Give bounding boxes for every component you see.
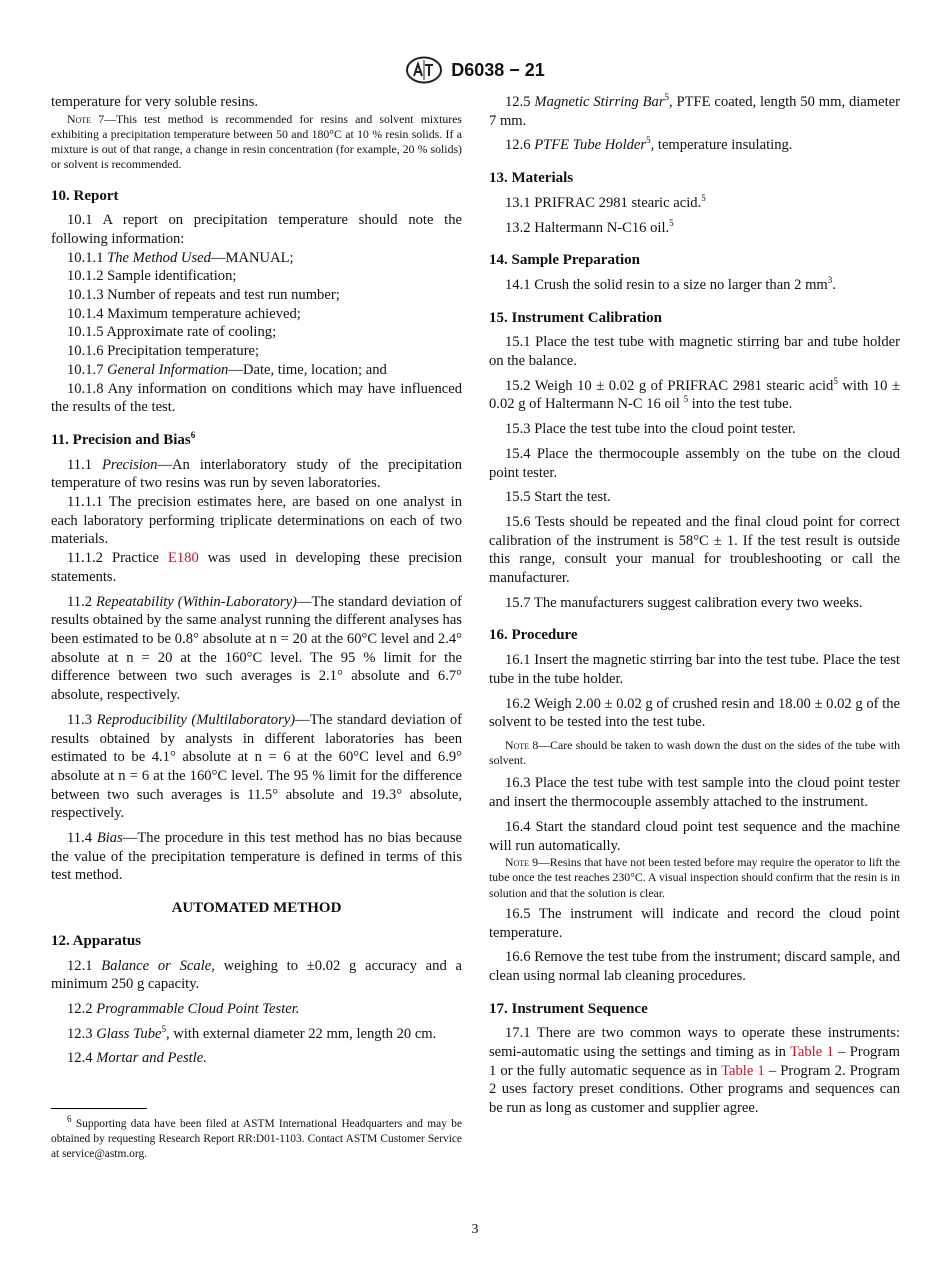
para-11-1-1: 11.1.1 The precision estimates here, are based on one analyst in each laboratory performing triplicate determinations on each of two materials. (51, 494, 462, 548)
para-11-3: 11.3 Reproducibility (Multilaboratory)—The standard deviation of results obtained by analysts in different laboratories has been estimated to be 4.1° absolute at n = 6 at the 60°C level and 6.9° absolute at n = 6 at the 160°C level. The 95 % limit for the difference between two such averages is 11.5° absolute and 19.3° absolute, respectively. (51, 711, 462, 822)
para-15-6: 15.6 Tests should be repeated and the final cloud point for correct calibration of the instrument is 58°C ± 1. If the test result is outside this range, consult your manual for troubleshooting or call the manufacturer. (489, 513, 900, 587)
para-10-1-4: 10.1.4 Maximum temperature achieved; (67, 305, 301, 322)
link-table-1[interactable]: Table 1 (789, 1044, 834, 1061)
document-designation: D6038 − 21 (451, 59, 545, 80)
para-15-3: 15.3 Place the test tube into the cloud point tester. (505, 421, 796, 438)
para-10-1-3: 10.1.3 Number of repeats and test run number; (67, 287, 340, 304)
section-14-title: 14. Sample Preparation (489, 252, 640, 269)
para-11-1: 11.1 Precision—An interlaboratory study of the precipitation temperature of two resins was run by seven laboratories. (51, 456, 462, 492)
para-11-4: 11.4 Bias—The procedure in this test method has no bias because the value of the precipitation temperature is defined in terms of this test method. (51, 830, 462, 884)
para-15-2: 15.2 Weigh 10 ± 0.02 g of PRIFRAC 2981 stearic acid$^5$ with 10 ± 0.02 g of Haltermann N-C 16 oil $^5$ into the test tube. (489, 375, 900, 413)
para-12-6: 12.6 PTFE Tube Holder$^5$, temperature insulating. (505, 135, 793, 154)
section-12-title: 12. Apparatus (51, 932, 142, 949)
para-11-2: 11.2 Repeatability (Within-Laboratory)—The standard deviation of results obtained by the same analyst running the different analyses has been estimated to be 0.8° absolute at n = 20 at the 60°C level and 2.4° absolute at n = 20 at the 160°C level. The 95 % limit for the difference between two such averages is 2.1° absolute and 6.7° absolute, respectively. (51, 593, 462, 704)
para-12-2: 12.2 Programmable Cloud Point Tester. (67, 1000, 300, 1017)
page-header (0, 56, 950, 84)
para-10-1-5: 10.1.5 Approximate rate of cooling; (67, 324, 277, 341)
para-15-1: 15.1 Place the test tube with magnetic stirring bar and tube holder on the balance. (489, 334, 900, 370)
astm-logo-icon (405, 56, 443, 84)
para-10-1: 10.1 A report on precipitation temperature should note the following information: (51, 212, 462, 247)
para-16-6: 16.6 Remove the test tube from the instrument; discard sample, and clean using normal lab cleaning procedures. (489, 949, 900, 984)
para-13-1: 13.1 PRIFRAC 2981 stearic acid.$^5$ (505, 192, 706, 211)
section-16-title: 16. Procedure (489, 627, 578, 644)
note-9: Note 9—Resins that have not been tested before may require the operator to lift the tube once the test reaches 230°C. A visual inspection should confirm that the resin is in solution and that the solution is clear. (489, 855, 901, 900)
para-16-2: 16.2 Weigh 2.00 ± 0.02 g of crushed resin and 18.00 ± 0.02 g of the solvent to be tested into the test tube. (489, 695, 900, 731)
para-15-5: 15.5 Start the test. (505, 489, 611, 506)
para-13-2: 13.2 Haltermann N-C16 oil.$^5$ (505, 217, 674, 236)
link-e180[interactable]: E180 (167, 550, 199, 567)
intro-text: temperature for very soluble resins. (51, 94, 259, 110)
para-12-5: 12.5 Magnetic Stirring Bar$^5$, PTFE coated, length 50 mm, diameter 7 mm. (489, 92, 900, 129)
left-column (51, 93, 462, 1163)
para-16-5: 16.5 The instrument will indicate and record the cloud point temperature. (489, 905, 900, 941)
section-10-title: 10. Report (51, 187, 119, 204)
para-10-1-6: 10.1.6 Precipitation temperature; (67, 343, 260, 360)
para-12-3: 12.3 Glass Tube$^5$, with external diameter 22 mm, length 20 cm. (67, 1023, 437, 1042)
para-14-1: 14.1 Crush the solid resin to a size no larger than 2 $mm^3$. (505, 275, 836, 293)
note-label: Note 8 (505, 737, 539, 752)
para-15-4: 15.4 Place the thermocouple assembly on the tube on the cloud point tester. (489, 445, 900, 481)
note-7: Note 7—This test method is recommended for resins and solvent mixtures exhibiting a precipitation temperature between 50 and 180°C at 10 % resin solids. If a mixture is out of that range, a change in resin concentration (for example, 20 % solids) or solvent is recommended. (51, 111, 463, 172)
note-label: Note 7 (67, 111, 105, 126)
section-17-title: 17. Instrument Sequence (489, 1000, 648, 1017)
note-8: Note 8—Care should be taken to wash down the dust on the sides of the tube with solvent. (489, 737, 900, 768)
para-10-1-1: 10.1.1 The Method Used—MANUAL; (67, 249, 294, 266)
para-11-1-2: 11.1.2 Practice E180 was used in developing these precision statements. (51, 550, 462, 585)
para-10-1-8: 10.1.8 Any information on conditions which may have influenced the results of the test. (51, 380, 462, 416)
para-16-4: 16.4 Start the standard cloud point test sequence and the machine will run automatically. (489, 818, 900, 854)
section-11-title: 11. Precision and Bias$^6$ (51, 429, 196, 448)
note-label: Note 9 (505, 855, 538, 870)
section-13-title: 13. Materials (489, 170, 574, 187)
footnote-rule (51, 1108, 147, 1109)
automated-method-title: AUTOMATED METHOD (171, 900, 342, 917)
para-16-3: 16.3 Place the test tube with test sample into the cloud point tester and insert the thermocouple assembly attached to the instrument. (489, 775, 900, 811)
para-12-4: 12.4 Mortar and Pestle. (67, 1050, 207, 1067)
para-12-1: 12.1 Balance or Scale, weighing to ±0.02 g accuracy and a minimum 250 g capacity. (51, 957, 462, 993)
para-15-7: 15.7 The manufacturers suggest calibration every two weeks. (505, 594, 863, 611)
para-10-1-2: 10.1.2 Sample identification; (67, 268, 237, 285)
right-column (489, 93, 900, 1118)
link-table-1[interactable]: Table 1 (721, 1062, 765, 1079)
para-17-1: 17.1 There are two common ways to operate these instruments: semi-automatic using the settings and timing as in Table 1 – Program 1 or the fully automatic sequence as in Table 1 – Program 2. Program 2 uses factory preset conditions. Other programs and sequences can be run as long as customer and supplier agree. (489, 1025, 901, 1117)
section-15-title: 15. Instrument Calibration (489, 309, 662, 326)
para-16-1: 16.1 Insert the magnetic stirring bar into the test tube. Place the test tube in the tube holder. (489, 652, 900, 687)
footnote-6: $^6$ Supporting data have been filed at ASTM International Headquarters and may be obtained by requesting Research Report RR:D01-1103. Contact ASTM Customer Service at service@astm.org. (51, 1114, 462, 1161)
page-number: 3 (471, 1222, 479, 1237)
para-10-1-7: 10.1.7 General Information—Date, time, location; and (67, 361, 387, 378)
